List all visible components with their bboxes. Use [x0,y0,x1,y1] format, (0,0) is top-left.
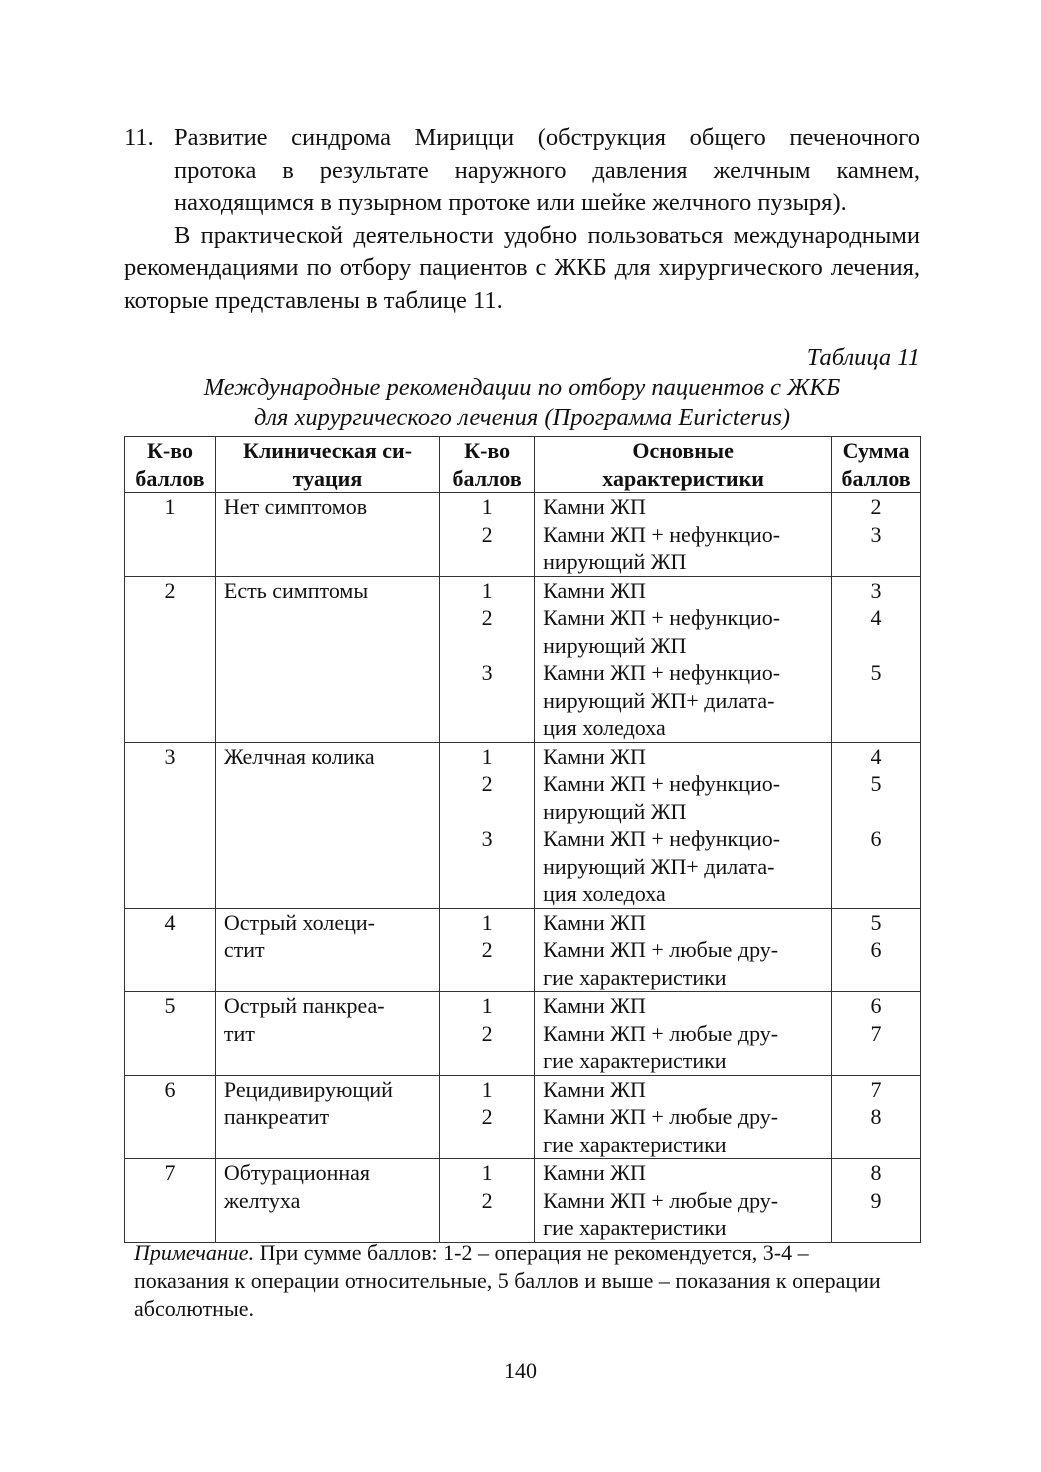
table-row [125,742,921,908]
cell-points: 3 [125,742,216,908]
cell-characteristics: Камни ЖП Камни ЖП + нефункцио- нирующий ЖП [535,493,832,577]
cell-characteristics: Камни ЖП Камни ЖП + любые дру- гие характеристики [535,908,832,992]
cell-sum: 2 3 [832,493,921,577]
header-characteristics: Основные характеристики [535,437,832,493]
table-row [125,1159,921,1243]
intro-paragraph: В практической деятельности удобно пользоваться международными рекомендациями по отбору пациентов с ЖКБ для хирургического лечения, которые представлены в таблице 11. [124,221,920,314]
note-text: При сумме баллов: 1-2 – операция не рекомендуется, 3-4 – показания к операции относительные, 5 баллов и выше – показания к операции абсолютные. [134,1240,881,1321]
cell-sub-points: 1 2 3 [440,742,535,908]
table-row [125,1075,921,1159]
cell-points: 4 [125,908,216,992]
header-points-b: К-во баллов [440,437,535,493]
table-row [125,493,921,577]
cell-points: 6 [125,1075,216,1159]
cell-sub-points: 1 2 3 [440,576,535,742]
cell-situation: Острый панкреа- тит [215,992,439,1076]
cell-sum: 8 9 [832,1159,921,1243]
cell-points: 5 [125,992,216,1076]
cell-sub-points: 1 2 [440,908,535,992]
body-text [124,122,920,317]
table-header-row [125,437,921,493]
cell-characteristics: Камни ЖП Камни ЖП + любые дру- гие характеристики [535,992,832,1076]
page-number: 140 [504,1358,537,1383]
selection-table [124,436,921,1243]
cell-sub-points: 1 2 [440,493,535,577]
table-title-line-1: Международные рекомендации по отбору пациентов с ЖКБ [203,374,841,401]
table-title [124,373,920,433]
cell-sub-points: 1 2 [440,992,535,1076]
cell-characteristics: Камни ЖП Камни ЖП + нефункцио- нирующий ЖП Камни ЖП + нефункцио- нирующий ЖП+ дилата- ция холедоха [535,742,832,908]
note-label: Примечание. [134,1240,255,1265]
cell-points: 2 [125,576,216,742]
table-row [125,992,921,1076]
cell-situation: Нет симптомов [215,493,439,577]
cell-situation: Рецидивирующий панкреатит [215,1075,439,1159]
cell-situation: Острый холеци- стит [215,908,439,992]
cell-sum: 3 4 5 [832,576,921,742]
cell-characteristics: Камни ЖП Камни ЖП + любые дру- гие характеристики [535,1075,832,1159]
cell-sum: 5 6 [832,908,921,992]
cell-points: 1 [125,493,216,577]
cell-situation: Обтурационная желтуха [215,1159,439,1243]
cell-characteristics: Камни ЖП Камни ЖП + нефункцио- нирующий ЖП Камни ЖП + нефункцио- нирующий ЖП+ дилата- ция холедоха [535,576,832,742]
table-row [125,908,921,992]
table-body [125,493,921,1243]
table-row [125,576,921,742]
cell-sub-points: 1 2 [440,1075,535,1159]
table-title-line-2: для хирургического лечения (Программа Euricterus) [253,404,791,431]
header-sum: Сумма баллов [832,437,921,493]
list-item-number: 11. [124,124,154,151]
table-note [134,1239,894,1323]
cell-sub-points: 1 2 [440,1159,535,1243]
list-item-11 [124,122,920,220]
cell-situation: Есть симптомы [215,576,439,742]
cell-points: 7 [125,1159,216,1243]
cell-characteristics: Камни ЖП Камни ЖП + любые дру- гие характеристики [535,1159,832,1243]
cell-sum: 4 5 6 [832,742,921,908]
list-item-text: Развитие синдрома Мирицци (обструкция общего печеночного протока в результате наружного давления желчным камнем, находящимся в пузырном протоке или шейке желчного пузыря). [174,124,920,216]
table-label: Таблица 11 [806,344,920,371]
cell-sum: 7 8 [832,1075,921,1159]
header-situation: Клиническая си- туация [215,437,439,493]
cell-sum: 6 7 [832,992,921,1076]
cell-situation: Желчная колика [215,742,439,908]
header-points-a: К-во баллов [125,437,216,493]
